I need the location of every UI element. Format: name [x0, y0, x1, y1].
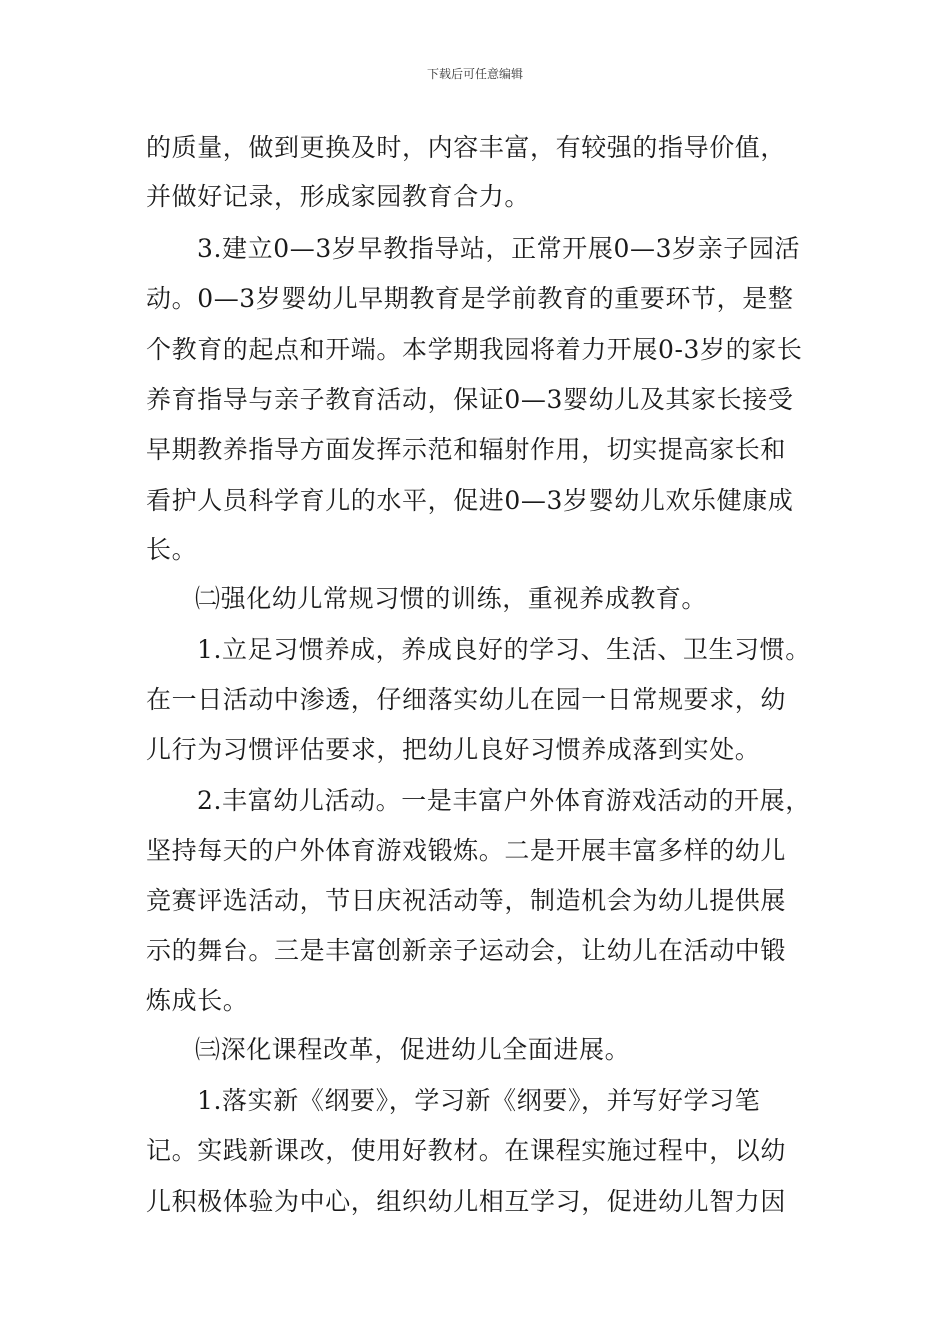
text-line: 1.立足习惯养成，养成良好的学习、生活、卫生习惯。: [197, 635, 811, 664]
page-header: 下载后可任意编辑: [426, 67, 523, 81]
text-line: 早期教养指导方面发挥示范和辐射作用，切实提高家长和: [146, 435, 787, 464]
text-line: 的质量，做到更换及时，内容丰富，有较强的指导价值，: [146, 133, 787, 162]
text-line: 3.建立0—3岁早教指导站，正常开展0—3岁亲子园活: [197, 234, 801, 263]
text-line: 并做好记录，形成家园教育合力。: [146, 182, 531, 211]
text-line: 长。: [146, 535, 198, 564]
text-line: 儿积极体验为中心，组织幼儿相互学习，促进幼儿智力因: [146, 1187, 787, 1216]
text-line: 1.落实新《纲要》，学习新《纲要》，并写好学习笔: [197, 1086, 761, 1115]
text-line: 在一日活动中渗透，仔细落实幼儿在园一日常规要求，幼: [146, 685, 787, 714]
text-line: 儿行为习惯评估要求，把幼儿良好习惯养成落到实处。: [146, 735, 761, 764]
text-line: 动。0—3岁婴幼儿早期教育是学前教育的重要环节，是整: [146, 284, 794, 313]
text-line: 养育指导与亲子教育活动，保证0—3婴幼儿及其家长接受: [146, 385, 794, 414]
text-line: 看护人员科学育儿的水平，促进0—3岁婴幼儿欢乐健康成: [146, 486, 794, 515]
text-line: 记。实践新课改，使用好教材。在课程实施过程中，以幼: [146, 1136, 787, 1165]
text-line: 坚持每天的户外体育游戏锻炼。二是开展丰富多样的幼儿: [146, 836, 787, 865]
text-line: 炼成长。: [146, 986, 249, 1015]
text-line: 个教育的起点和开端。本学期我园将着力开展0-3岁的家长: [146, 335, 803, 364]
section-heading: ㈢深化课程改革，促进幼儿全面进展。: [195, 1035, 631, 1064]
text-line: 2.丰富幼儿活动。一是丰富户外体育游戏活动的开展，: [197, 786, 811, 815]
section-heading: ㈡强化幼儿常规习惯的训练，重视养成教育。: [195, 584, 708, 613]
text-line: 示的舞台。三是丰富创新亲子运动会，让幼儿在活动中锻: [146, 936, 787, 965]
text-line: 竞赛评选活动，节日庆祝活动等，制造机会为幼儿提供展: [146, 886, 787, 915]
